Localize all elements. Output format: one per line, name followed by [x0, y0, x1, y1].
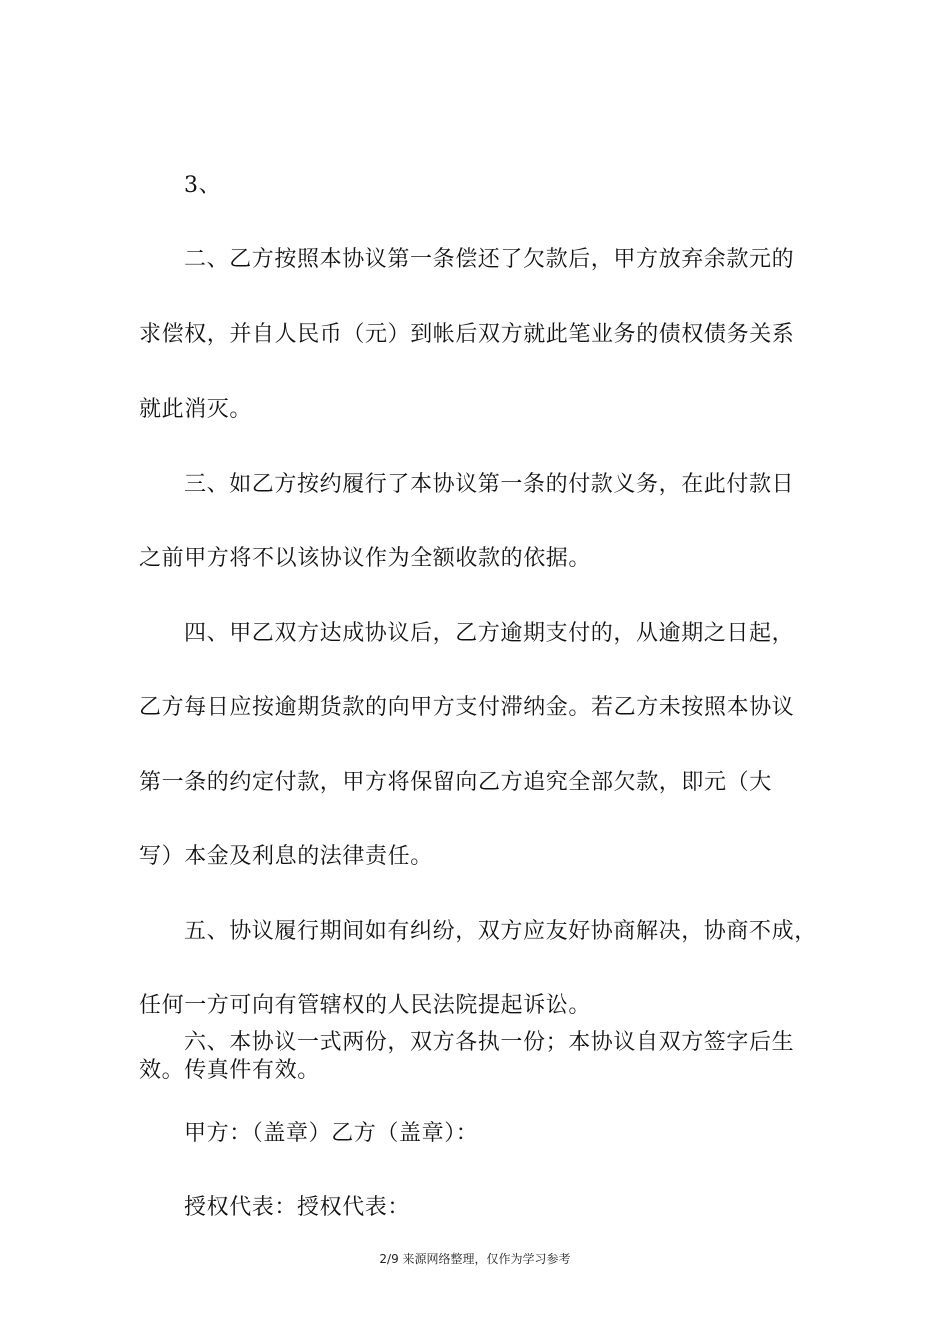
clause-4-line-3: 第一条的约定付款，甲方将保留向乙方追究全部欠款，即元（大	[139, 770, 772, 795]
clause-4-line-2: 乙方每日应按逾期货款的向甲方支付滞纳金。若乙方未按照本协议	[139, 695, 795, 720]
clause-2-line-2: 求偿权，并自人民币（元）到帐后双方就此笔业务的债权债务关系	[139, 322, 795, 347]
clause-2-line-3: 就此消灭。	[139, 397, 253, 422]
clause-3-line-1: 三、如乙方按约履行了本协议第一条的付款义务，在此付款日	[184, 472, 795, 497]
clause-2-line-1: 二、乙方按照本协议第一条偿还了欠款后，甲方放弃余款元的	[184, 247, 795, 272]
clause-4-line-4: 写）本金及利息的法律责任。	[139, 844, 433, 869]
party-seal-line: 甲方：（盖章）乙方（盖章）：	[184, 1121, 479, 1146]
clause-5-line-2: 任何一方可向有管辖权的人民法院提起诉讼。	[139, 993, 592, 1018]
page-footer: 2/9 来源网络整理，仅作为学习参考	[379, 1252, 571, 1266]
clause-5-line-1: 五、协议履行期间如有纠纷，双方应友好协商解决，协商不成，	[184, 919, 817, 944]
clause-item-3: 3、	[184, 173, 222, 198]
clause-6-line-2: 效。传真件有效。	[139, 1058, 320, 1083]
clause-3-line-2: 之前甲方将不以该协议作为全额收款的依据。	[139, 546, 592, 571]
authorized-rep-line: 授权代表：授权代表：	[184, 1195, 411, 1220]
clause-6-line-1: 六、本协议一式两份，双方各执一份；本协议自双方签字后生	[184, 1030, 795, 1055]
clause-4-line-1: 四、甲乙双方达成协议后，乙方逾期支付的，从逾期之日起，	[184, 621, 795, 646]
